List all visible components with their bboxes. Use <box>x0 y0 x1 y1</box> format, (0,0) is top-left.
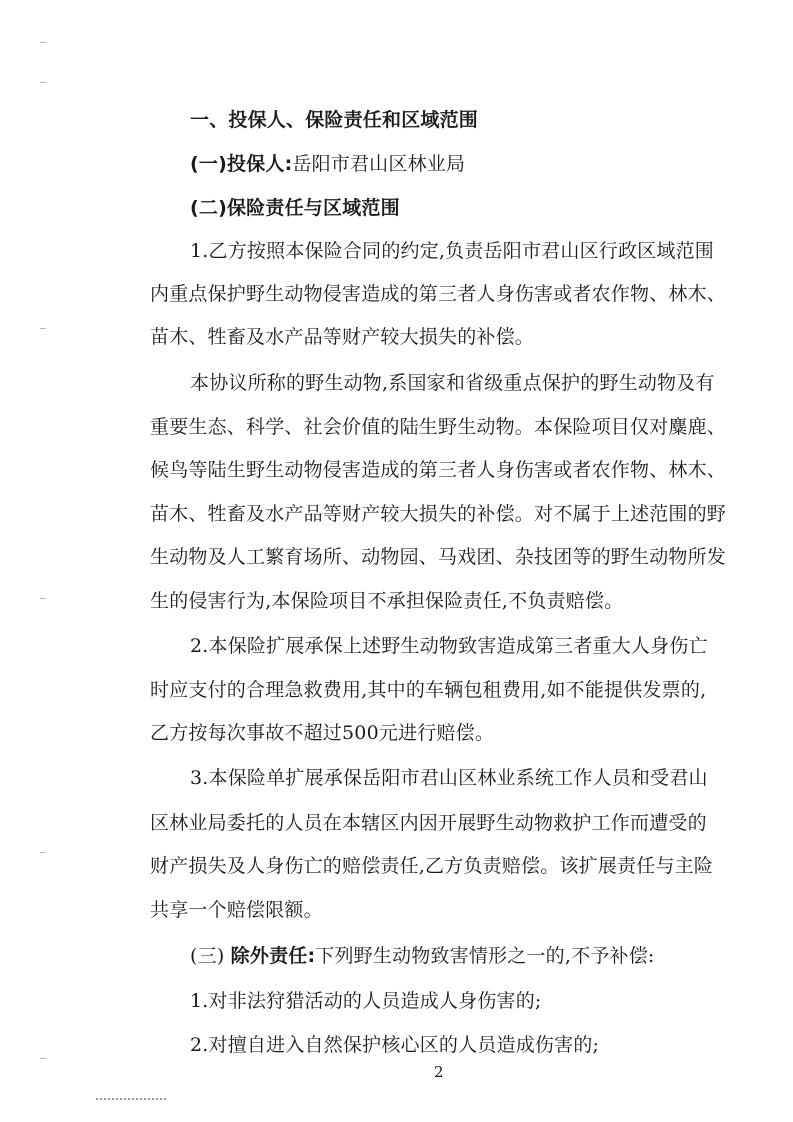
exclusion-item: 1.对非法狩猎活动的人员造成人身伤害的; <box>190 990 542 1012</box>
section-heading: 一、投保人、保险责任和区域范围 <box>190 109 479 131</box>
scan-margin-mark <box>40 598 46 599</box>
paragraph-line: 财产损失及人身伤亡的赔偿责任,乙方负责赔偿。该扩展责任与主险 <box>150 855 714 877</box>
paragraph-line: 3.本保险单扩展承保岳阳市君山区林业系统工作人员和受君山 <box>190 767 708 789</box>
insured-value: 岳阳市君山区林业局 <box>292 153 466 175</box>
subheading-scope: (二)保险责任与区域范围 <box>190 197 400 219</box>
exclusion-text: 下列野生动物致害情形之一的,不予补偿: <box>315 945 655 967</box>
paragraph-line: 生动物及人工繁育场所、动物园、马戏团、杂技团等的野生动物所发 <box>150 546 727 568</box>
paragraph-line: 2.本保险扩展承保上述野生动物致害造成第三者重大人身伤亡 <box>190 635 708 657</box>
exclusion-item: 2.对擅自进入自然保护核心区的人员造成伤害的; <box>190 1034 600 1056</box>
paragraph-line: 共享一个赔偿限额。 <box>150 899 323 921</box>
exclusion-label: 除外责任: <box>230 945 316 967</box>
paragraph-line: 本协议所称的野生动物,系国家和省级重点保护的野生动物及有 <box>190 372 715 394</box>
page-number: 2 <box>434 1063 444 1081</box>
insured-label: (一)投保人: <box>190 153 293 175</box>
scan-margin-mark <box>40 42 46 43</box>
scan-margin-mark <box>40 852 46 853</box>
paragraph-line: 候鸟等陆生野生动物侵害造成的第三者人身伤害或者农作物、林木、 <box>150 459 727 481</box>
paragraph-line: 1.乙方按照本保险合同的约定,负责岳阳市君山区行政区域范围 <box>190 240 714 262</box>
scan-margin-mark <box>40 1058 46 1059</box>
paragraph-line: 生的侵害行为,本保险项目不承担保险责任,不负责赔偿。 <box>150 590 624 612</box>
scan-margin-mark <box>40 328 46 329</box>
paragraph-line: 内重点保护野生动物侵害造成的第三者人身伤害或者农作物、林木、 <box>150 283 727 305</box>
paragraph-line: 苗木、牲畜及水产品等财产较大损失的补偿。对不属于上述范围的野 <box>150 503 727 525</box>
paragraph-line: 苗木、牲畜及水产品等财产较大损失的补偿。 <box>150 326 535 348</box>
paragraph-line: 区林业局委托的人员在本辖区内因开展野生动物救护工作而遭受的 <box>150 812 707 834</box>
paragraph-line: 重要生态、科学、社会价值的陆生野生动物。本保险项目仅对麋鹿、 <box>150 416 727 438</box>
exclusion-number: (三) <box>190 945 231 967</box>
exclusion-line <box>190 944 655 968</box>
insured-line <box>190 152 465 176</box>
scan-margin-mark <box>40 82 46 83</box>
scan-dotted-mark <box>96 1098 166 1102</box>
paragraph-line: 时应支付的合理急救费用,其中的车辆包租费用,如不能提供发票的, <box>150 679 707 701</box>
paragraph-line: 乙方按每次事故不超过500元进行赔偿。 <box>150 722 495 744</box>
